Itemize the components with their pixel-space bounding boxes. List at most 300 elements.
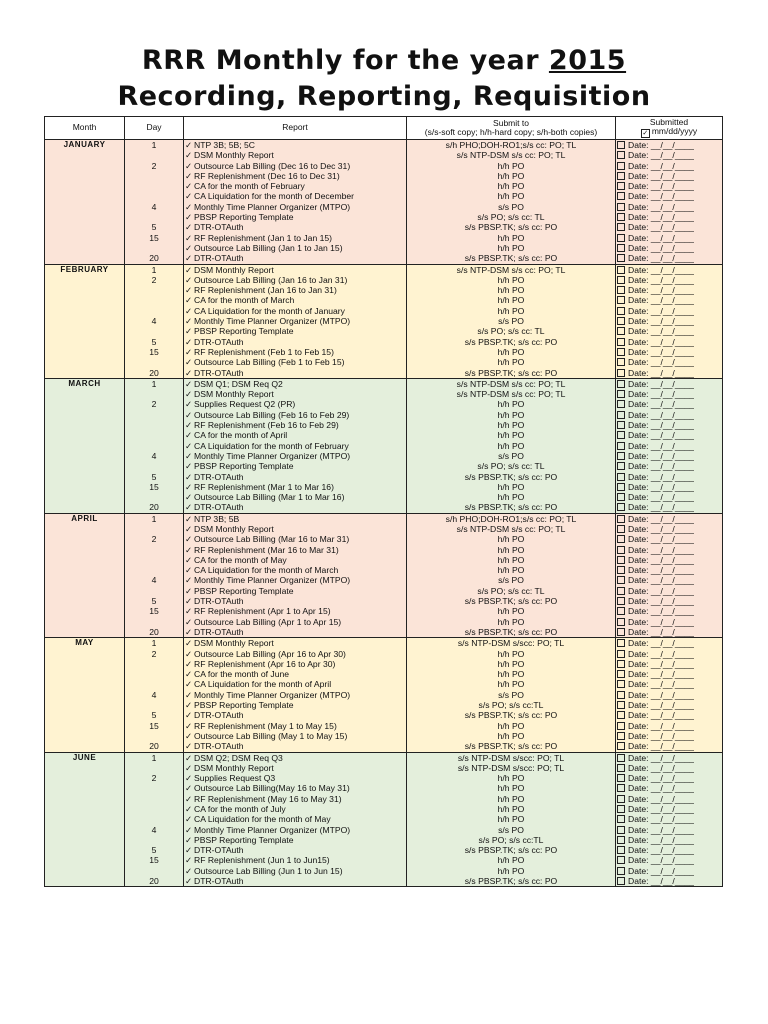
report-name: CA for the month of June <box>194 669 290 680</box>
submit-to-cell: s/s PBSP.TK; s/s cc: PO <box>407 253 616 264</box>
checkbox-icon[interactable] <box>617 660 625 668</box>
checkmark-icon: ✓ <box>185 710 193 721</box>
checkbox-icon[interactable] <box>617 815 625 823</box>
month-cell <box>45 326 125 336</box>
report-name: PBSP Reporting Template <box>194 212 294 223</box>
checkbox-icon[interactable] <box>617 670 625 678</box>
submit-to-cell: s/s PBSP.TK; s/s cc: PO <box>407 502 616 513</box>
report-cell <box>184 191 407 201</box>
checkmark-icon: ✓ <box>185 326 193 337</box>
submit-to-cell: h/h PO <box>407 306 616 316</box>
report-cell <box>184 741 407 752</box>
checkbox-icon[interactable] <box>617 535 625 543</box>
day-cell <box>125 295 184 305</box>
checkbox-icon[interactable] <box>617 877 625 885</box>
day-cell <box>125 420 184 430</box>
submit-to-cell: h/h PO <box>407 659 616 669</box>
submitted-date-cell[interactable] <box>616 575 723 585</box>
checkbox-icon[interactable] <box>617 400 625 408</box>
checkbox-icon[interactable] <box>617 701 625 709</box>
report-name: Monthly Time Planner Organizer (MTPO) <box>194 689 351 700</box>
report-name: CA for the month of April <box>194 430 288 441</box>
checkmark-icon: ✓ <box>185 502 193 513</box>
day-cell <box>125 555 184 565</box>
submitted-date-cell[interactable] <box>616 326 723 336</box>
day-cell <box>125 430 184 440</box>
submitted-date-cell[interactable] <box>616 368 723 379</box>
checkbox-icon[interactable] <box>617 203 625 211</box>
submitted-date-cell[interactable] <box>616 513 723 524</box>
checkbox-icon[interactable] <box>617 764 625 772</box>
submit-to-cell: h/h PO <box>407 181 616 191</box>
checkbox-icon[interactable] <box>617 390 625 398</box>
submit-to-cell: s/s PO; s/s cc:TL <box>407 700 616 710</box>
report-name: DTR-OTAuth <box>194 502 244 513</box>
checkbox-icon[interactable] <box>617 162 625 170</box>
submitted-date-cell[interactable] <box>616 586 723 596</box>
submitted-date-cell[interactable] <box>616 161 723 171</box>
submitted-date-cell[interactable] <box>616 825 723 835</box>
checkmark-icon: ✓ <box>185 450 193 461</box>
submitted-date-cell[interactable] <box>616 638 723 649</box>
date-label: Date: __/__/____ <box>628 689 694 700</box>
table-row <box>45 835 723 845</box>
month-cell <box>45 783 125 793</box>
submitted-date-cell[interactable] <box>616 845 723 855</box>
submitted-date-cell[interactable] <box>616 721 723 731</box>
checkbox-icon[interactable] <box>617 525 625 533</box>
checkbox-icon[interactable] <box>617 826 625 834</box>
table-row <box>45 161 723 171</box>
submit-to-cell: h/h PO <box>407 794 616 804</box>
table-row <box>45 410 723 420</box>
checkbox-icon[interactable] <box>617 742 625 750</box>
table-row <box>45 794 723 804</box>
report-cell <box>184 825 407 835</box>
submitted-date-cell[interactable] <box>616 763 723 773</box>
checkbox-icon[interactable] <box>617 244 625 252</box>
checkmark-icon: ✓ <box>185 492 193 503</box>
day-cell: 5 <box>125 845 184 855</box>
checkbox-icon[interactable] <box>617 348 625 356</box>
submitted-date-cell[interactable] <box>616 659 723 669</box>
table-row <box>45 451 723 461</box>
submitted-date-cell[interactable] <box>616 430 723 440</box>
submit-to-cell: h/h PO <box>407 545 616 555</box>
checkbox-icon[interactable] <box>617 473 625 481</box>
checkbox-icon[interactable] <box>617 266 625 274</box>
checkbox-icon[interactable] <box>617 369 625 377</box>
checkbox-icon[interactable] <box>617 566 625 574</box>
header-month: Month <box>45 117 125 140</box>
report-cell <box>184 378 407 389</box>
month-cell: JANUARY <box>45 140 125 151</box>
checkbox-icon[interactable] <box>617 223 625 231</box>
submitted-date-cell[interactable] <box>616 191 723 201</box>
checkbox-icon[interactable] <box>617 234 625 242</box>
submitted-date-cell[interactable] <box>616 752 723 763</box>
day-cell: 20 <box>125 253 184 264</box>
report-cell <box>184 534 407 544</box>
submitted-date-cell[interactable] <box>616 275 723 285</box>
checkbox-icon[interactable] <box>617 213 625 221</box>
month-cell <box>45 420 125 430</box>
date-label: Date: __/__/____ <box>628 741 694 752</box>
checkmark-icon: ✓ <box>185 720 193 731</box>
submitted-date-cell[interactable] <box>616 441 723 451</box>
submitted-date-cell[interactable] <box>616 876 723 887</box>
submitted-date-cell[interactable] <box>616 243 723 253</box>
submitted-date-cell[interactable] <box>616 783 723 793</box>
submitted-date-cell[interactable] <box>616 866 723 876</box>
checkbox-icon[interactable] <box>617 431 625 439</box>
submitted-date-cell[interactable] <box>616 814 723 824</box>
checkmark-icon: ✓ <box>185 730 193 741</box>
checkmark-icon: ✓ <box>185 876 193 887</box>
month-cell: APRIL <box>45 513 125 524</box>
month-cell <box>45 649 125 659</box>
checkbox-icon[interactable] <box>617 141 625 149</box>
submitted-date-cell[interactable] <box>616 794 723 804</box>
checkbox-icon[interactable] <box>617 680 625 688</box>
report-name: PBSP Reporting Template <box>194 326 294 337</box>
submitted-date-cell[interactable] <box>616 835 723 845</box>
checkbox-icon[interactable] <box>617 452 625 460</box>
submit-to-cell: h/h PO <box>407 295 616 305</box>
submitted-date-cell[interactable] <box>616 627 723 638</box>
checkmark-icon: ✓ <box>185 471 193 482</box>
day-cell <box>125 461 184 471</box>
day-cell <box>125 565 184 575</box>
checkbox-icon[interactable] <box>617 628 625 636</box>
report-cell <box>184 441 407 451</box>
month-cell <box>45 347 125 357</box>
checkbox-icon[interactable] <box>617 639 625 647</box>
month-cell: MAY <box>45 638 125 649</box>
checkmark-icon: ✓ <box>185 285 193 296</box>
submitted-date-cell[interactable] <box>616 690 723 700</box>
checkmark-icon: ✓ <box>185 565 193 576</box>
month-cell <box>45 586 125 596</box>
checkmark-icon: ✓ <box>185 648 193 659</box>
checkbox-icon[interactable] <box>617 296 625 304</box>
submit-to-cell: h/h PO <box>407 855 616 865</box>
submitted-date-cell[interactable] <box>616 773 723 783</box>
checkbox-icon[interactable] <box>617 795 625 803</box>
checkmark-icon: ✓ <box>185 752 193 763</box>
table-row <box>45 441 723 451</box>
submitted-date-cell[interactable] <box>616 545 723 555</box>
checkbox-icon[interactable] <box>617 182 625 190</box>
date-label: Date: __/__/____ <box>628 845 694 856</box>
report-cell <box>184 565 407 575</box>
table-row <box>45 306 723 316</box>
date-label: Date: __/__/____ <box>628 253 694 264</box>
checkbox-icon[interactable] <box>617 846 625 854</box>
submitted-date-cell[interactable] <box>616 669 723 679</box>
report-name: Monthly Time Planner Organizer (MTPO) <box>194 575 351 586</box>
day-cell <box>125 171 184 181</box>
checkbox-icon[interactable] <box>617 442 625 450</box>
day-cell <box>125 285 184 295</box>
report-name: Outsource Lab Billing(May 16 to May 31) <box>194 783 350 794</box>
submit-to-cell: h/h PO <box>407 555 616 565</box>
checkmark-icon: ✓ <box>185 481 193 492</box>
report-name: CA for the month of July <box>194 804 286 814</box>
checkbox-icon[interactable] <box>617 286 625 294</box>
submitted-date-cell[interactable] <box>616 399 723 409</box>
table-row <box>45 150 723 160</box>
checkbox-icon[interactable] <box>617 307 625 315</box>
report-name: RF Replenishment (Jan 16 to Jan 31) <box>194 285 337 296</box>
checkbox-icon[interactable] <box>617 732 625 740</box>
checkbox-icon[interactable] <box>617 805 625 813</box>
submitted-date-cell[interactable] <box>616 700 723 710</box>
submitted-date-cell[interactable] <box>616 482 723 492</box>
checkbox-icon[interactable] <box>617 358 625 366</box>
checkbox-icon[interactable] <box>617 172 625 180</box>
table-row <box>45 295 723 305</box>
date-label: Date: __/__/____ <box>628 285 694 296</box>
report-cell <box>184 513 407 524</box>
date-label: Date: __/__/____ <box>628 295 694 306</box>
day-cell: 1 <box>125 752 184 763</box>
report-cell <box>184 659 407 669</box>
report-name: DTR-OTAuth <box>194 471 244 482</box>
month-cell <box>45 337 125 347</box>
submit-to-cell: s/s NTP-DSM s/s cc: PO; TL <box>407 264 616 275</box>
report-cell <box>184 866 407 876</box>
submit-to-cell: s/s NTP-DSM s/s cc: PO; TL <box>407 524 616 534</box>
submitted-date-cell[interactable] <box>616 202 723 212</box>
checkbox-icon[interactable] <box>617 462 625 470</box>
checkbox-icon[interactable] <box>617 483 625 491</box>
checkbox-icon[interactable] <box>617 618 625 626</box>
day-cell <box>125 306 184 316</box>
checkmark-icon: ✓ <box>185 845 193 856</box>
month-cell <box>45 502 125 513</box>
submitted-date-cell[interactable] <box>616 357 723 367</box>
submitted-date-cell[interactable] <box>616 596 723 606</box>
checkbox-icon[interactable] <box>617 754 625 762</box>
checkbox-icon[interactable] <box>617 856 625 864</box>
submitted-date-cell[interactable] <box>616 181 723 191</box>
submit-to-cell: s/s PBSP.TK; s/s cc: PO <box>407 596 616 606</box>
checkbox-icon[interactable] <box>617 515 625 523</box>
submitted-date-cell[interactable] <box>616 316 723 326</box>
checkbox-icon[interactable] <box>617 276 625 284</box>
report-cell <box>184 161 407 171</box>
checkbox-icon[interactable] <box>617 503 625 511</box>
checkmark-icon: ✓ <box>185 367 193 378</box>
report-name: Outsource Lab Billing (May 1 to May 15) <box>194 730 348 741</box>
month-cell <box>45 721 125 731</box>
submitted-date-cell[interactable] <box>616 731 723 741</box>
table-row <box>45 181 723 191</box>
submitted-date-cell[interactable] <box>616 337 723 347</box>
checkbox-icon[interactable] <box>617 380 625 388</box>
checkbox-icon[interactable] <box>617 493 625 501</box>
submitted-date-cell[interactable] <box>616 461 723 471</box>
checkbox-icon[interactable] <box>617 151 625 159</box>
checkbox-icon[interactable] <box>617 327 625 335</box>
checkmark-icon: ✓ <box>185 242 193 253</box>
submitted-date-cell[interactable] <box>616 410 723 420</box>
checkbox-icon[interactable] <box>617 607 625 615</box>
date-label: Date: __/__/____ <box>628 575 694 586</box>
checkmark-icon: ✓ <box>185 773 193 784</box>
submitted-date-cell[interactable] <box>616 264 723 275</box>
submitted-date-cell[interactable] <box>616 420 723 430</box>
submitted-date-cell[interactable] <box>616 451 723 461</box>
submit-to-cell: s/s PO; s/s cc: TL <box>407 586 616 596</box>
table-row <box>45 212 723 222</box>
submitted-date-cell[interactable] <box>616 285 723 295</box>
submitted-date-cell[interactable] <box>616 472 723 482</box>
submit-to-cell: s/s NTP-DSM s/scc: PO; TL <box>407 752 616 763</box>
report-name: DTR-OTAuth <box>194 710 244 721</box>
checkbox-icon[interactable] <box>617 691 625 699</box>
checkbox-icon[interactable] <box>617 576 625 584</box>
table-row <box>45 825 723 835</box>
submitted-date-cell[interactable] <box>616 347 723 357</box>
checkbox-icon[interactable] <box>617 774 625 782</box>
month-cell <box>45 150 125 160</box>
month-cell <box>45 161 125 171</box>
submitted-date-cell[interactable] <box>616 606 723 616</box>
day-cell: 15 <box>125 233 184 243</box>
submitted-date-cell[interactable] <box>616 233 723 243</box>
checkbox-icon[interactable] <box>617 192 625 200</box>
checkbox-icon[interactable] <box>617 836 625 844</box>
checkbox-icon[interactable] <box>617 254 625 262</box>
month-cell <box>45 441 125 451</box>
submitted-date-cell[interactable] <box>616 378 723 389</box>
checkbox-icon[interactable] <box>617 650 625 658</box>
checkbox-icon[interactable] <box>617 597 625 605</box>
submit-to-cell: h/h PO <box>407 721 616 731</box>
checkbox-icon[interactable] <box>617 587 625 595</box>
month-cell <box>45 524 125 534</box>
date-label: Date: __/__/____ <box>628 346 694 357</box>
report-name: NTP 3B; 5B <box>194 513 240 524</box>
submitted-date-cell[interactable] <box>616 534 723 544</box>
checkbox-icon[interactable] <box>617 556 625 564</box>
table-row <box>45 586 723 596</box>
checkmark-icon: ✓ <box>185 638 193 649</box>
submitted-date-cell[interactable] <box>616 212 723 222</box>
submitted-date-cell[interactable] <box>616 565 723 575</box>
checked-box-icon: ✓ <box>642 130 649 138</box>
checkbox-icon[interactable] <box>617 421 625 429</box>
checkbox-icon[interactable] <box>617 411 625 419</box>
table-row <box>45 721 723 731</box>
month-cell <box>45 181 125 191</box>
day-cell: 20 <box>125 502 184 513</box>
day-cell <box>125 586 184 596</box>
report-name: Outsource Lab Billing (Mar 16 to Mar 31) <box>194 534 350 545</box>
submit-to-cell: h/h PO <box>407 731 616 741</box>
checkmark-icon: ✓ <box>185 389 193 400</box>
checkbox-icon[interactable] <box>617 867 625 875</box>
date-label: Date: __/__/____ <box>628 596 694 607</box>
submitted-date-cell[interactable] <box>616 222 723 232</box>
month-cell <box>45 855 125 865</box>
submitted-date-cell[interactable] <box>616 306 723 316</box>
checkbox-icon[interactable] <box>617 317 625 325</box>
checkbox-icon[interactable] <box>617 546 625 554</box>
checkmark-icon: ✓ <box>185 150 193 161</box>
date-label: Date: __/__/____ <box>628 264 694 275</box>
month-cell <box>45 565 125 575</box>
month-cell <box>45 596 125 606</box>
checkbox-icon[interactable] <box>617 722 625 730</box>
day-cell: 4 <box>125 451 184 461</box>
report-name: DSM Monthly Report <box>194 264 274 275</box>
submitted-date-cell[interactable] <box>616 649 723 659</box>
submitted-date-cell[interactable] <box>616 295 723 305</box>
table-row <box>45 316 723 326</box>
submitted-date-cell[interactable] <box>616 150 723 160</box>
report-cell <box>184 814 407 824</box>
checkmark-icon: ✓ <box>185 575 193 586</box>
checkbox-icon[interactable] <box>617 784 625 792</box>
report-cell <box>184 690 407 700</box>
table-row <box>45 596 723 606</box>
submitted-date-cell[interactable] <box>616 555 723 565</box>
report-cell <box>184 264 407 275</box>
day-cell <box>125 410 184 420</box>
submitted-date-cell[interactable] <box>616 710 723 720</box>
month-cell <box>45 825 125 835</box>
submitted-date-cell[interactable] <box>616 855 723 865</box>
submit-to-cell: h/h PO <box>407 275 616 285</box>
report-name: DSM Q2; DSM Req Q3 <box>194 752 283 763</box>
date-label: Date: __/__/____ <box>628 876 694 887</box>
submitted-date-cell[interactable] <box>616 140 723 151</box>
submitted-date-cell[interactable] <box>616 679 723 689</box>
month-cell <box>45 866 125 876</box>
checkbox-icon[interactable] <box>617 711 625 719</box>
submitted-date-cell[interactable] <box>616 524 723 534</box>
submitted-date-cell[interactable] <box>616 492 723 502</box>
report-cell <box>184 679 407 689</box>
date-label: Date: __/__/____ <box>628 170 694 181</box>
day-cell: 15 <box>125 347 184 357</box>
table-row <box>45 752 723 763</box>
report-name: Outsource Lab Billing (Apr 1 to Apr 15) <box>194 616 342 627</box>
submitted-date-cell[interactable] <box>616 253 723 264</box>
report-name: DSM Monthly Report <box>194 389 274 400</box>
day-cell: 1 <box>125 140 184 151</box>
submit-to-cell: h/h PO <box>407 649 616 659</box>
report-name: PBSP Reporting Template <box>194 585 294 596</box>
report-name: Monthly Time Planner Organizer (MTPO) <box>194 824 351 835</box>
submitted-date-cell[interactable] <box>616 502 723 513</box>
submitted-date-cell[interactable] <box>616 741 723 752</box>
day-cell <box>125 814 184 824</box>
table-row <box>45 337 723 347</box>
submitted-date-cell[interactable] <box>616 617 723 627</box>
submitted-date-cell[interactable] <box>616 389 723 399</box>
table-row <box>45 285 723 295</box>
month-cell <box>45 876 125 887</box>
submitted-date-cell[interactable] <box>616 804 723 814</box>
checkbox-icon[interactable] <box>617 338 625 346</box>
day-cell <box>125 357 184 367</box>
submitted-date-cell[interactable] <box>616 171 723 181</box>
report-cell <box>184 202 407 212</box>
